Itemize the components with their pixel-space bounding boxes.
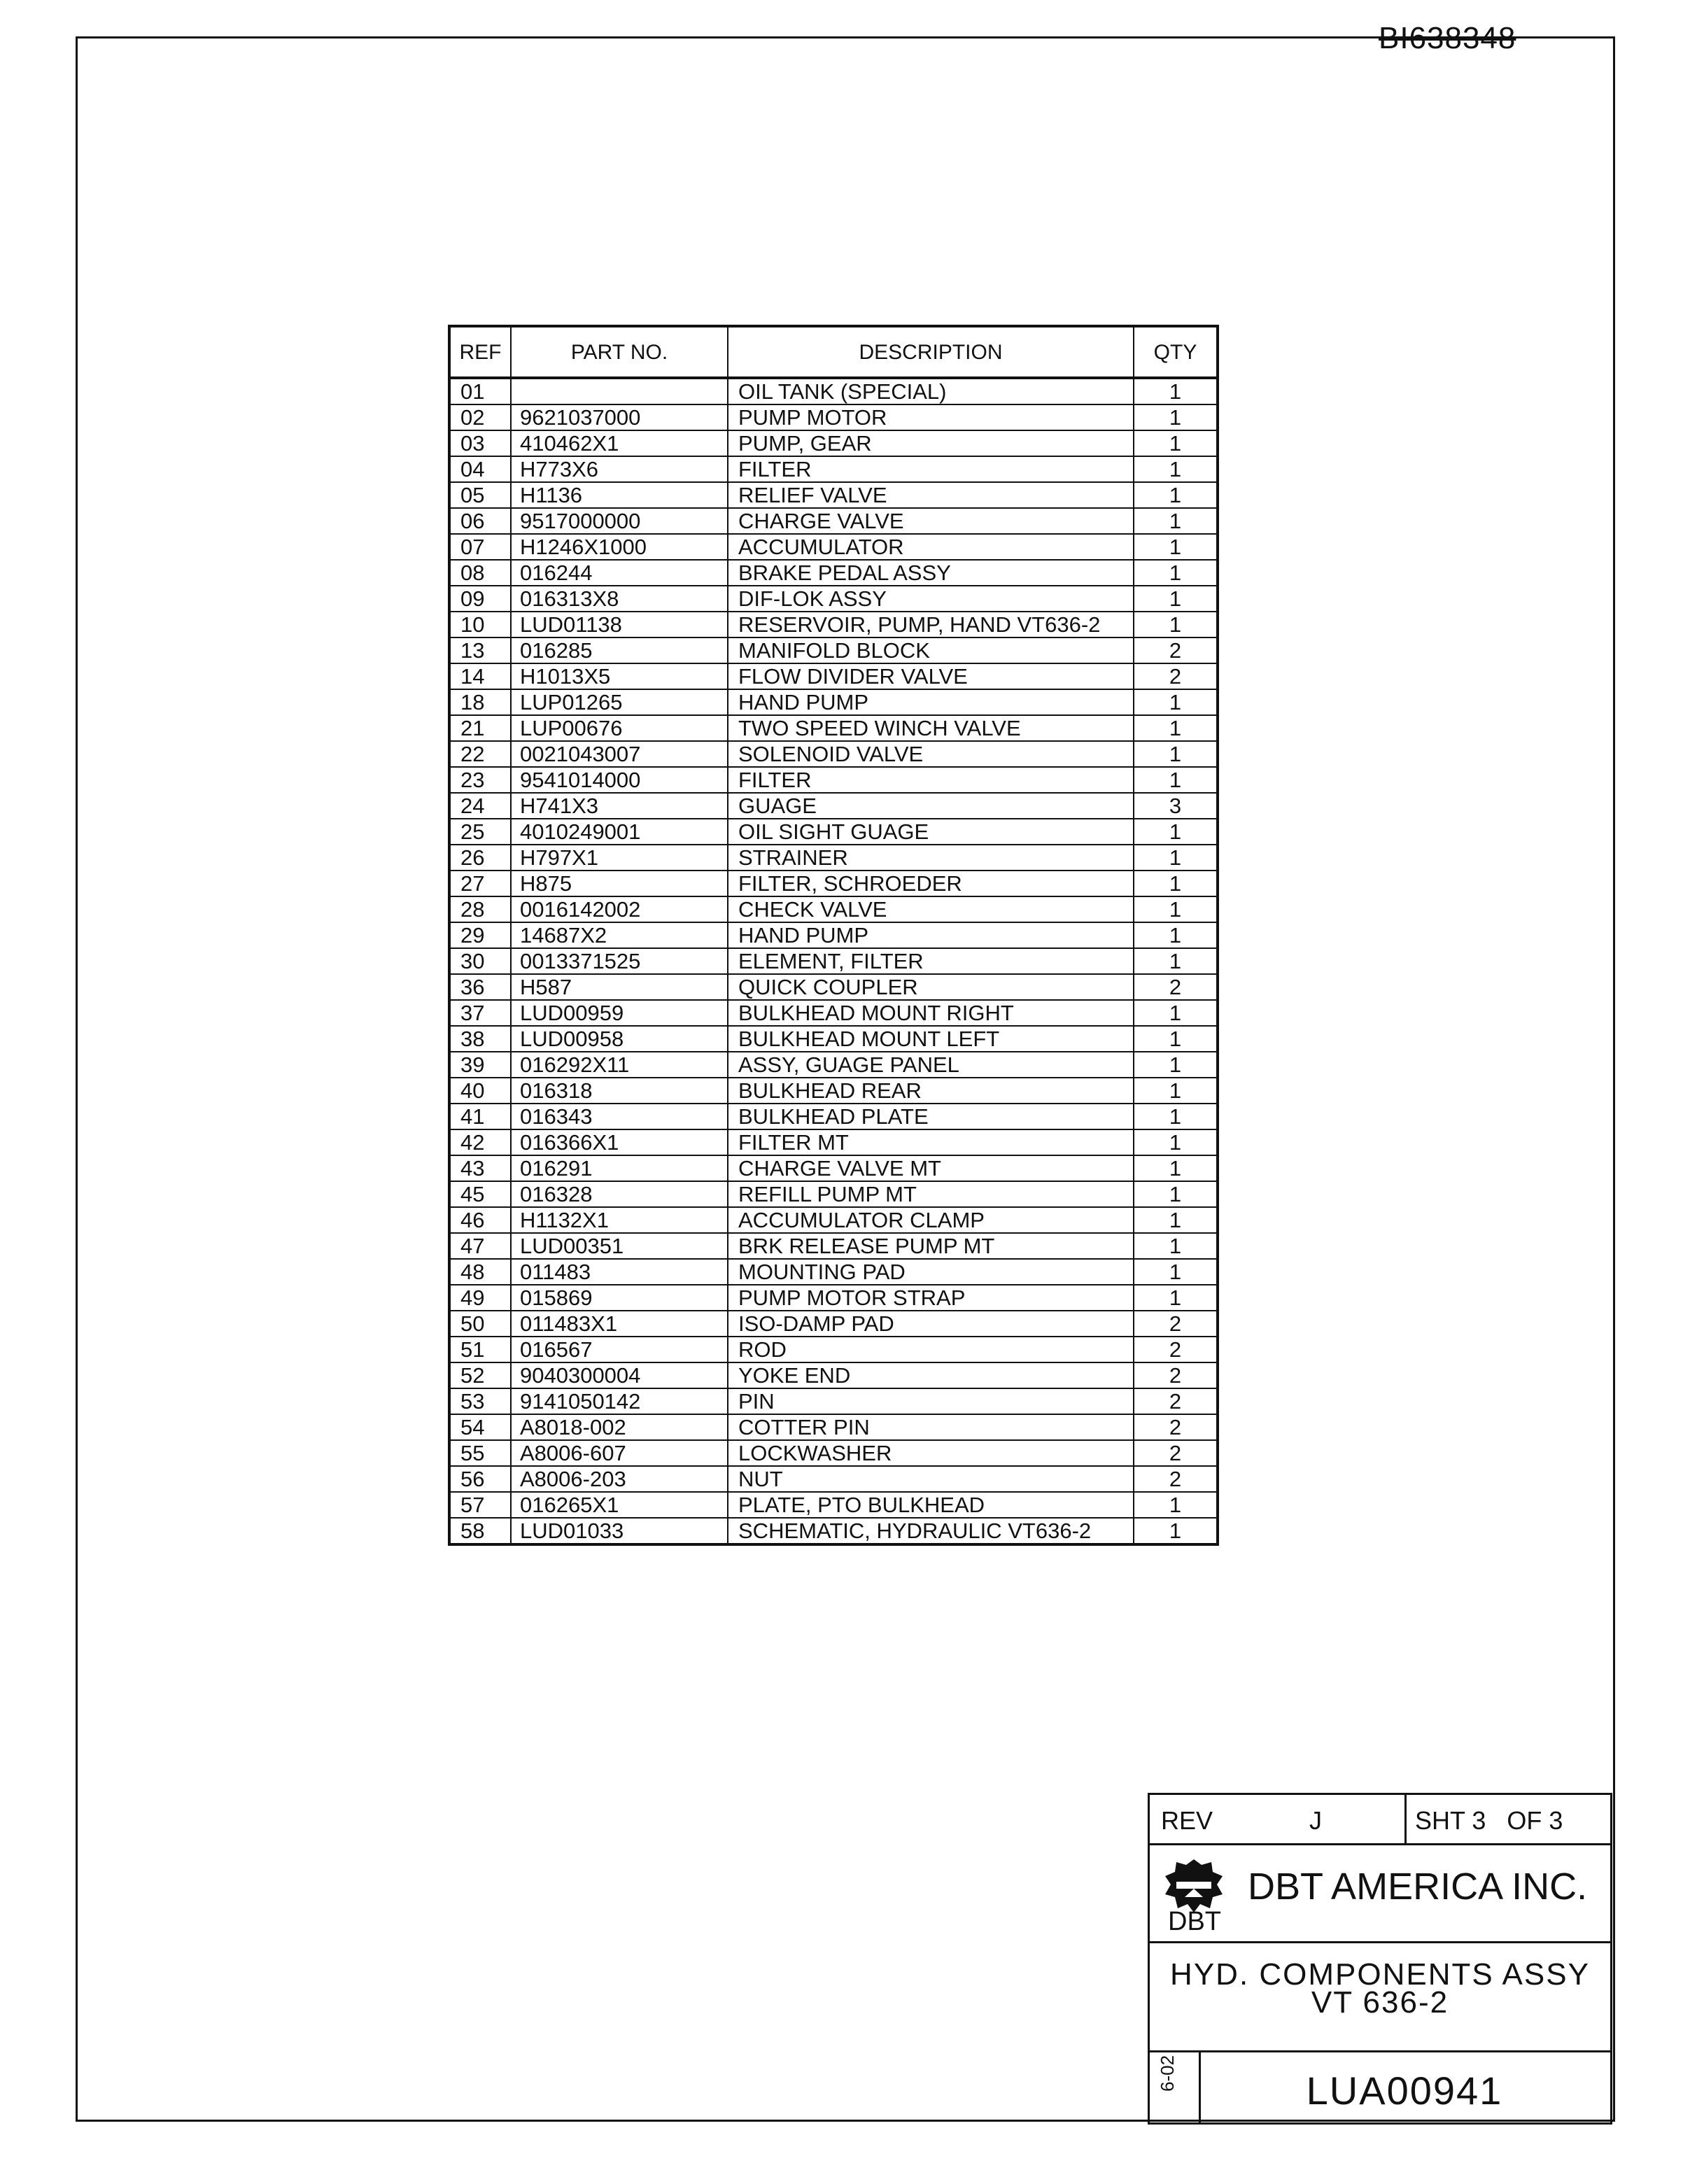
sheet-number: SHT 3 OF 3 xyxy=(1415,1806,1563,1835)
table-row xyxy=(449,922,1218,948)
table-row xyxy=(449,845,1218,871)
part-no-cell: 016343 xyxy=(511,1104,728,1129)
description-cell: REFILL PUMP MT xyxy=(728,1181,1134,1207)
table-row xyxy=(449,1129,1218,1155)
table-row xyxy=(449,404,1218,430)
qty-cell: 1 xyxy=(1134,404,1218,430)
qty-cell: 1 xyxy=(1134,871,1218,896)
qty-cell: 2 xyxy=(1134,1440,1218,1466)
qty-cell: 1 xyxy=(1134,767,1218,793)
ref-cell: 03 xyxy=(449,430,511,456)
table-row xyxy=(449,378,1218,404)
table-row xyxy=(449,586,1218,612)
qty-cell: 1 xyxy=(1134,1104,1218,1129)
table-row xyxy=(449,1414,1218,1440)
ref-cell: 53 xyxy=(449,1388,511,1414)
description-cell: RELIEF VALVE xyxy=(728,482,1134,508)
qty-cell: 1 xyxy=(1134,612,1218,637)
description-cell: QUICK COUPLER xyxy=(728,974,1134,1000)
parts-list-table xyxy=(448,325,1219,1546)
ref-cell: 50 xyxy=(449,1311,511,1337)
ref-cell: 05 xyxy=(449,482,511,508)
ref-cell: 57 xyxy=(449,1492,511,1518)
table-row xyxy=(449,1155,1218,1181)
ref-cell: 28 xyxy=(449,896,511,922)
table-row xyxy=(449,1337,1218,1362)
part-no-cell: H1136 xyxy=(511,482,728,508)
header-ref: REF xyxy=(449,326,511,378)
company-name: DBT AMERICA INC. xyxy=(1248,1866,1588,1908)
qty-cell: 1 xyxy=(1134,1207,1218,1233)
qty-cell: 1 xyxy=(1134,922,1218,948)
sheet-cell xyxy=(1404,1795,1610,1843)
description-cell: OIL TANK (SPECIAL) xyxy=(728,378,1134,404)
ref-cell: 13 xyxy=(449,637,511,663)
part-no-cell: 016567 xyxy=(511,1337,728,1362)
drawing-date: 6-02 xyxy=(1157,2055,1178,2092)
description-cell: FILTER, SCHROEDER xyxy=(728,871,1134,896)
ref-cell: 46 xyxy=(449,1207,511,1233)
table-row xyxy=(449,1078,1218,1104)
parts-table-body xyxy=(449,378,1218,1544)
ref-cell: 38 xyxy=(449,1026,511,1052)
table-row xyxy=(449,1104,1218,1129)
description-cell: STRAINER xyxy=(728,845,1134,871)
table-row xyxy=(449,819,1218,845)
part-no-cell: LUD01033 xyxy=(511,1518,728,1544)
drawing-number: LUA00941 xyxy=(1306,2069,1503,2113)
table-row xyxy=(449,948,1218,974)
qty-cell: 1 xyxy=(1134,508,1218,534)
part-no-cell: 0021043007 xyxy=(511,741,728,767)
table-row xyxy=(449,793,1218,819)
ref-cell: 39 xyxy=(449,1052,511,1078)
ref-cell: 25 xyxy=(449,819,511,845)
qty-cell: 1 xyxy=(1134,1259,1218,1285)
description-cell: PIN xyxy=(728,1388,1134,1414)
table-row xyxy=(449,560,1218,586)
ref-cell: 08 xyxy=(449,560,511,586)
part-no-cell: LUD00958 xyxy=(511,1026,728,1052)
qty-cell: 1 xyxy=(1134,1078,1218,1104)
ref-cell: 41 xyxy=(449,1104,511,1129)
dbt-gear-logo-icon xyxy=(1162,1858,1225,1914)
part-no-cell: 016366X1 xyxy=(511,1129,728,1155)
table-row xyxy=(449,612,1218,637)
description-cell: ISO-DAMP PAD xyxy=(728,1311,1134,1337)
drawing-title-line1: HYD. COMPONENTS ASSY xyxy=(1170,1957,1590,1992)
description-cell: BULKHEAD PLATE xyxy=(728,1104,1134,1129)
table-row xyxy=(449,1000,1218,1026)
part-no-cell: 016313X8 xyxy=(511,586,728,612)
qty-cell: 2 xyxy=(1134,974,1218,1000)
qty-cell: 2 xyxy=(1134,1337,1218,1362)
ref-cell: 24 xyxy=(449,793,511,819)
table-row xyxy=(449,1285,1218,1311)
table-row xyxy=(449,482,1218,508)
qty-cell: 1 xyxy=(1134,1052,1218,1078)
table-row xyxy=(449,974,1218,1000)
qty-cell: 1 xyxy=(1134,482,1218,508)
ref-cell: 58 xyxy=(449,1518,511,1544)
title-block xyxy=(1148,1793,1612,2125)
ref-cell: 48 xyxy=(449,1259,511,1285)
qty-cell: 1 xyxy=(1134,689,1218,715)
table-row xyxy=(449,1233,1218,1259)
description-cell: CHARGE VALVE xyxy=(728,508,1134,534)
part-no-cell: 016318 xyxy=(511,1078,728,1104)
part-no-cell: H1132X1 xyxy=(511,1207,728,1233)
qty-cell: 1 xyxy=(1134,1155,1218,1181)
part-no-cell: 011483X1 xyxy=(511,1311,728,1337)
table-row xyxy=(449,741,1218,767)
qty-cell: 1 xyxy=(1134,1000,1218,1026)
description-cell: HAND PUMP xyxy=(728,922,1134,948)
ref-cell: 49 xyxy=(449,1285,511,1311)
description-cell: PUMP, GEAR xyxy=(728,430,1134,456)
ref-cell: 43 xyxy=(449,1155,511,1181)
ref-cell: 55 xyxy=(449,1440,511,1466)
description-cell: CHECK VALVE xyxy=(728,896,1134,922)
part-no-cell: LUD00351 xyxy=(511,1233,728,1259)
part-no-cell: A8018-002 xyxy=(511,1414,728,1440)
description-cell: GUAGE xyxy=(728,793,1134,819)
part-no-cell: 016291 xyxy=(511,1155,728,1181)
ref-cell: 04 xyxy=(449,456,511,482)
qty-cell: 1 xyxy=(1134,741,1218,767)
qty-cell: 1 xyxy=(1134,896,1218,922)
ref-cell: 18 xyxy=(449,689,511,715)
ref-cell: 42 xyxy=(449,1129,511,1155)
description-cell: NUT xyxy=(728,1466,1134,1492)
ref-cell: 09 xyxy=(449,586,511,612)
description-cell: ACCUMULATOR xyxy=(728,534,1134,560)
table-row xyxy=(449,1181,1218,1207)
table-row xyxy=(449,715,1218,741)
ref-cell: 36 xyxy=(449,974,511,1000)
qty-cell: 1 xyxy=(1134,560,1218,586)
description-cell: ELEMENT, FILTER xyxy=(728,948,1134,974)
part-no-cell: 410462X1 xyxy=(511,430,728,456)
header-part-no: PART NO. xyxy=(511,326,728,378)
table-row xyxy=(449,534,1218,560)
part-no-cell: H587 xyxy=(511,974,728,1000)
description-cell: PUMP MOTOR xyxy=(728,404,1134,430)
part-no-cell: LUD00959 xyxy=(511,1000,728,1026)
table-row xyxy=(449,1388,1218,1414)
header-description: DESCRIPTION xyxy=(728,326,1134,378)
company-row xyxy=(1150,1845,1610,1943)
part-no-cell: 9141050142 xyxy=(511,1388,728,1414)
description-cell: TWO SPEED WINCH VALVE xyxy=(728,715,1134,741)
description-cell: ROD xyxy=(728,1337,1134,1362)
description-cell: PLATE, PTO BULKHEAD xyxy=(728,1492,1134,1518)
qty-cell: 1 xyxy=(1134,1285,1218,1311)
part-no-cell: A8006-607 xyxy=(511,1440,728,1466)
part-no-cell: 0013371525 xyxy=(511,948,728,974)
qty-cell: 1 xyxy=(1134,430,1218,456)
qty-cell: 2 xyxy=(1134,1414,1218,1440)
table-row xyxy=(449,1052,1218,1078)
qty-cell: 1 xyxy=(1134,819,1218,845)
description-cell: FLOW DIVIDER VALVE xyxy=(728,663,1134,689)
qty-cell: 2 xyxy=(1134,637,1218,663)
table-row xyxy=(449,637,1218,663)
drawing-title-line2: VT 636-2 xyxy=(1311,1985,1449,2020)
table-row xyxy=(449,1362,1218,1388)
description-cell: COTTER PIN xyxy=(728,1414,1134,1440)
qty-cell: 1 xyxy=(1134,948,1218,974)
part-no-cell: 9517000000 xyxy=(511,508,728,534)
qty-cell: 2 xyxy=(1134,1311,1218,1337)
ref-cell: 01 xyxy=(449,378,511,404)
logo-text: DBT xyxy=(1168,1907,1221,1936)
ref-cell: 02 xyxy=(449,404,511,430)
ref-cell: 37 xyxy=(449,1000,511,1026)
description-cell: FILTER xyxy=(728,456,1134,482)
table-header-row xyxy=(449,326,1218,378)
ref-cell: 52 xyxy=(449,1362,511,1388)
ref-cell: 23 xyxy=(449,767,511,793)
part-no-cell xyxy=(511,378,728,404)
ref-cell: 07 xyxy=(449,534,511,560)
part-no-cell: H1013X5 xyxy=(511,663,728,689)
table-row xyxy=(449,663,1218,689)
part-no-cell: 016292X11 xyxy=(511,1052,728,1078)
part-no-cell: 016265X1 xyxy=(511,1492,728,1518)
description-cell: SOLENOID VALVE xyxy=(728,741,1134,767)
drawing-title-row xyxy=(1150,1943,1610,2052)
part-no-cell: H1246X1000 xyxy=(511,534,728,560)
drawing-number-row xyxy=(1150,2052,1610,2122)
description-cell: BULKHEAD MOUNT RIGHT xyxy=(728,1000,1134,1026)
table-row xyxy=(449,1311,1218,1337)
rev-label: REV xyxy=(1161,1806,1213,1835)
description-cell: MANIFOLD BLOCK xyxy=(728,637,1134,663)
ref-cell: 30 xyxy=(449,948,511,974)
description-cell: BULKHEAD MOUNT LEFT xyxy=(728,1026,1134,1052)
qty-cell: 1 xyxy=(1134,378,1218,404)
ref-cell: 54 xyxy=(449,1414,511,1440)
qty-cell: 1 xyxy=(1134,1233,1218,1259)
part-no-cell: 011483 xyxy=(511,1259,728,1285)
description-cell: ACCUMULATOR CLAMP xyxy=(728,1207,1134,1233)
part-no-cell: H773X6 xyxy=(511,456,728,482)
qty-cell: 1 xyxy=(1134,586,1218,612)
table-row xyxy=(449,1466,1218,1492)
description-cell: FILTER MT xyxy=(728,1129,1134,1155)
ref-cell: 45 xyxy=(449,1181,511,1207)
description-cell: BRAKE PEDAL ASSY xyxy=(728,560,1134,586)
ref-cell: 26 xyxy=(449,845,511,871)
description-cell: HAND PUMP xyxy=(728,689,1134,715)
qty-cell: 2 xyxy=(1134,1362,1218,1388)
qty-cell: 1 xyxy=(1134,715,1218,741)
ref-cell: 29 xyxy=(449,922,511,948)
description-cell: DIF-LOK ASSY xyxy=(728,586,1134,612)
document-id: BI638348 xyxy=(1379,21,1516,55)
ref-cell: 40 xyxy=(449,1078,511,1104)
rev-value: J xyxy=(1309,1806,1322,1835)
table-row xyxy=(449,1026,1218,1052)
part-no-cell: 4010249001 xyxy=(511,819,728,845)
description-cell: RESERVOIR, PUMP, HAND VT636-2 xyxy=(728,612,1134,637)
table-row xyxy=(449,1207,1218,1233)
part-no-cell: 9621037000 xyxy=(511,404,728,430)
description-cell: ASSY, GUAGE PANEL xyxy=(728,1052,1134,1078)
ref-cell: 06 xyxy=(449,508,511,534)
ref-cell: 27 xyxy=(449,871,511,896)
part-no-cell: H741X3 xyxy=(511,793,728,819)
description-cell: OIL SIGHT GUAGE xyxy=(728,819,1134,845)
description-cell: SCHEMATIC, HYDRAULIC VT636-2 xyxy=(728,1518,1134,1544)
table-row xyxy=(449,1518,1218,1544)
table-row xyxy=(449,1259,1218,1285)
table-row xyxy=(449,508,1218,534)
qty-cell: 1 xyxy=(1134,1026,1218,1052)
table-row xyxy=(449,689,1218,715)
table-row xyxy=(449,767,1218,793)
part-no-cell: LUP00676 xyxy=(511,715,728,741)
ref-cell: 56 xyxy=(449,1466,511,1492)
revision-row xyxy=(1150,1795,1610,1845)
qty-cell: 1 xyxy=(1134,534,1218,560)
description-cell: LOCKWASHER xyxy=(728,1440,1134,1466)
qty-cell: 3 xyxy=(1134,793,1218,819)
qty-cell: 1 xyxy=(1134,1129,1218,1155)
qty-cell: 1 xyxy=(1134,845,1218,871)
ref-cell: 14 xyxy=(449,663,511,689)
description-cell: YOKE END xyxy=(728,1362,1134,1388)
ref-cell: 10 xyxy=(449,612,511,637)
description-cell: MOUNTING PAD xyxy=(728,1259,1134,1285)
table-row xyxy=(449,1492,1218,1518)
description-cell: BRK RELEASE PUMP MT xyxy=(728,1233,1134,1259)
description-cell: FILTER xyxy=(728,767,1134,793)
qty-cell: 2 xyxy=(1134,1388,1218,1414)
part-no-cell: 9040300004 xyxy=(511,1362,728,1388)
description-cell: CHARGE VALVE MT xyxy=(728,1155,1134,1181)
part-no-cell: H875 xyxy=(511,871,728,896)
qty-cell: 2 xyxy=(1134,1466,1218,1492)
header-qty: QTY xyxy=(1134,326,1218,378)
part-no-cell: H797X1 xyxy=(511,845,728,871)
part-no-cell: A8006-203 xyxy=(511,1466,728,1492)
part-no-cell: 9541014000 xyxy=(511,767,728,793)
qty-cell: 2 xyxy=(1134,663,1218,689)
ref-cell: 51 xyxy=(449,1337,511,1362)
part-no-cell: LUP01265 xyxy=(511,689,728,715)
part-no-cell: 016328 xyxy=(511,1181,728,1207)
qty-cell: 1 xyxy=(1134,1518,1218,1544)
part-no-cell: 016244 xyxy=(511,560,728,586)
ref-cell: 22 xyxy=(449,741,511,767)
qty-cell: 1 xyxy=(1134,1181,1218,1207)
qty-cell: 1 xyxy=(1134,1492,1218,1518)
part-no-cell: 015869 xyxy=(511,1285,728,1311)
ref-cell: 21 xyxy=(449,715,511,741)
part-no-cell: LUD01138 xyxy=(511,612,728,637)
date-cell xyxy=(1150,2052,1201,2122)
description-cell: BULKHEAD REAR xyxy=(728,1078,1134,1104)
table-row xyxy=(449,871,1218,896)
table-row xyxy=(449,456,1218,482)
table-row xyxy=(449,896,1218,922)
ref-cell: 47 xyxy=(449,1233,511,1259)
part-no-cell: 14687X2 xyxy=(511,922,728,948)
description-cell: PUMP MOTOR STRAP xyxy=(728,1285,1134,1311)
table-row xyxy=(449,1440,1218,1466)
part-no-cell: 016285 xyxy=(511,637,728,663)
table-row xyxy=(449,430,1218,456)
qty-cell: 1 xyxy=(1134,456,1218,482)
part-no-cell: 0016142002 xyxy=(511,896,728,922)
